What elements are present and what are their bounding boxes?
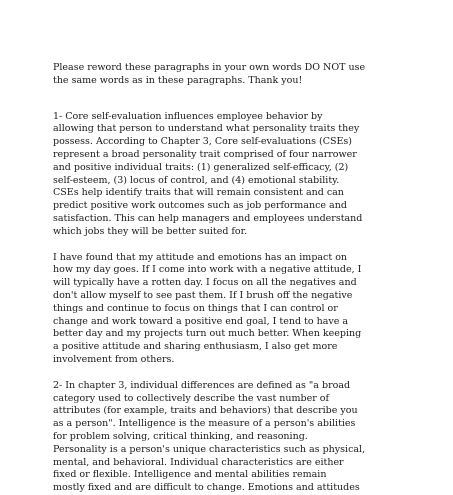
paragraph-1-line: satisfaction. This can help managers and employees understand [53,212,363,224]
paragraph-2-line: I have found that my attitude and emotions has an impact on [53,251,348,263]
paragraph-1-line: represent a broad personality trait comprised of four narrower [53,148,357,160]
paragraph-spacer [53,88,401,111]
paragraph-1-line: and positive individual traits: (1) generalized self-efficacy, (2) [53,161,349,173]
paragraph-2-line: better day and my projects turn out much better. When keeping [53,328,362,340]
paragraph-3-line: as a person". Intelligence is the measure of a person's abilities [53,418,356,430]
paragraph-3-line: 2- In chapter 3, individual differences are defined as "a broad [53,379,351,391]
paragraph-spacer [53,239,401,252]
paragraph-2-line: how my day goes. If I come into work with a negative attitude, I [53,264,362,276]
paragraph-2-line: don't allow myself to see past them. If I brush off the negative [53,289,353,301]
paragraph-1-line: allowing that person to understand what personality traits they [53,123,360,135]
paragraph-3-line: fixed or flexible. Intelligence and mental abilities remain [53,469,327,481]
intro-paragraph [53,62,401,88]
paragraph-3-line: for problem solving, critical thinking, and reasoning. [53,430,308,442]
paragraph-1-line: CSEs help identify traits that will remain consistent and can [53,187,344,199]
paragraph-2-line: things and continue to focus on things that I can control or [53,302,338,314]
paragraph-3-line: category used to collectively describe the vast number of [53,392,330,404]
paragraph-3-line: attributes (for example, traits and behaviors) that describe you [53,405,358,417]
intro-line: Please reword these paragraphs in your own words DO NOT use [53,62,366,73]
paragraph-3-line: mental, and behavioral. Individual characteristics are either [53,456,344,468]
paragraph-2 [53,252,401,367]
paragraph-1-line: which jobs they will be better suited for. [53,225,248,237]
paragraph-1 [53,111,401,239]
document-body [53,62,401,495]
paragraph-1-line: 1- Core self-evaluation influences employee behavior by [53,110,323,122]
paragraph-spacer [53,367,401,380]
paragraph-1-line: self-esteem, (3) locus of control, and (4) emotional stability. [53,174,340,186]
paragraph-2-line: will typically have a rotten day. I focus on all the negatives and [53,277,357,289]
paragraph-3 [53,380,401,495]
intro-line: the same words as in these paragraphs. Thank you! [53,74,303,86]
paragraph-3-line: mostly fixed and are difficult to change. Emotions and attitudes [53,482,360,494]
paragraph-2-line: change and work toward a positive end goal, I tend to have a [53,315,349,327]
paragraph-2-line: a positive attitude and sharing enthusiasm, I also get more [53,341,338,353]
paragraph-2-line: involvement from others. [53,353,175,365]
paragraph-1-line: possess. According to Chapter 3, Core self-evaluations (CSEs) [53,136,352,148]
paragraph-1-line: predict positive work outcomes such as job performance and [53,200,347,212]
paragraph-3-line: Personality is a person's unique characteristics such as physical, [53,443,366,455]
